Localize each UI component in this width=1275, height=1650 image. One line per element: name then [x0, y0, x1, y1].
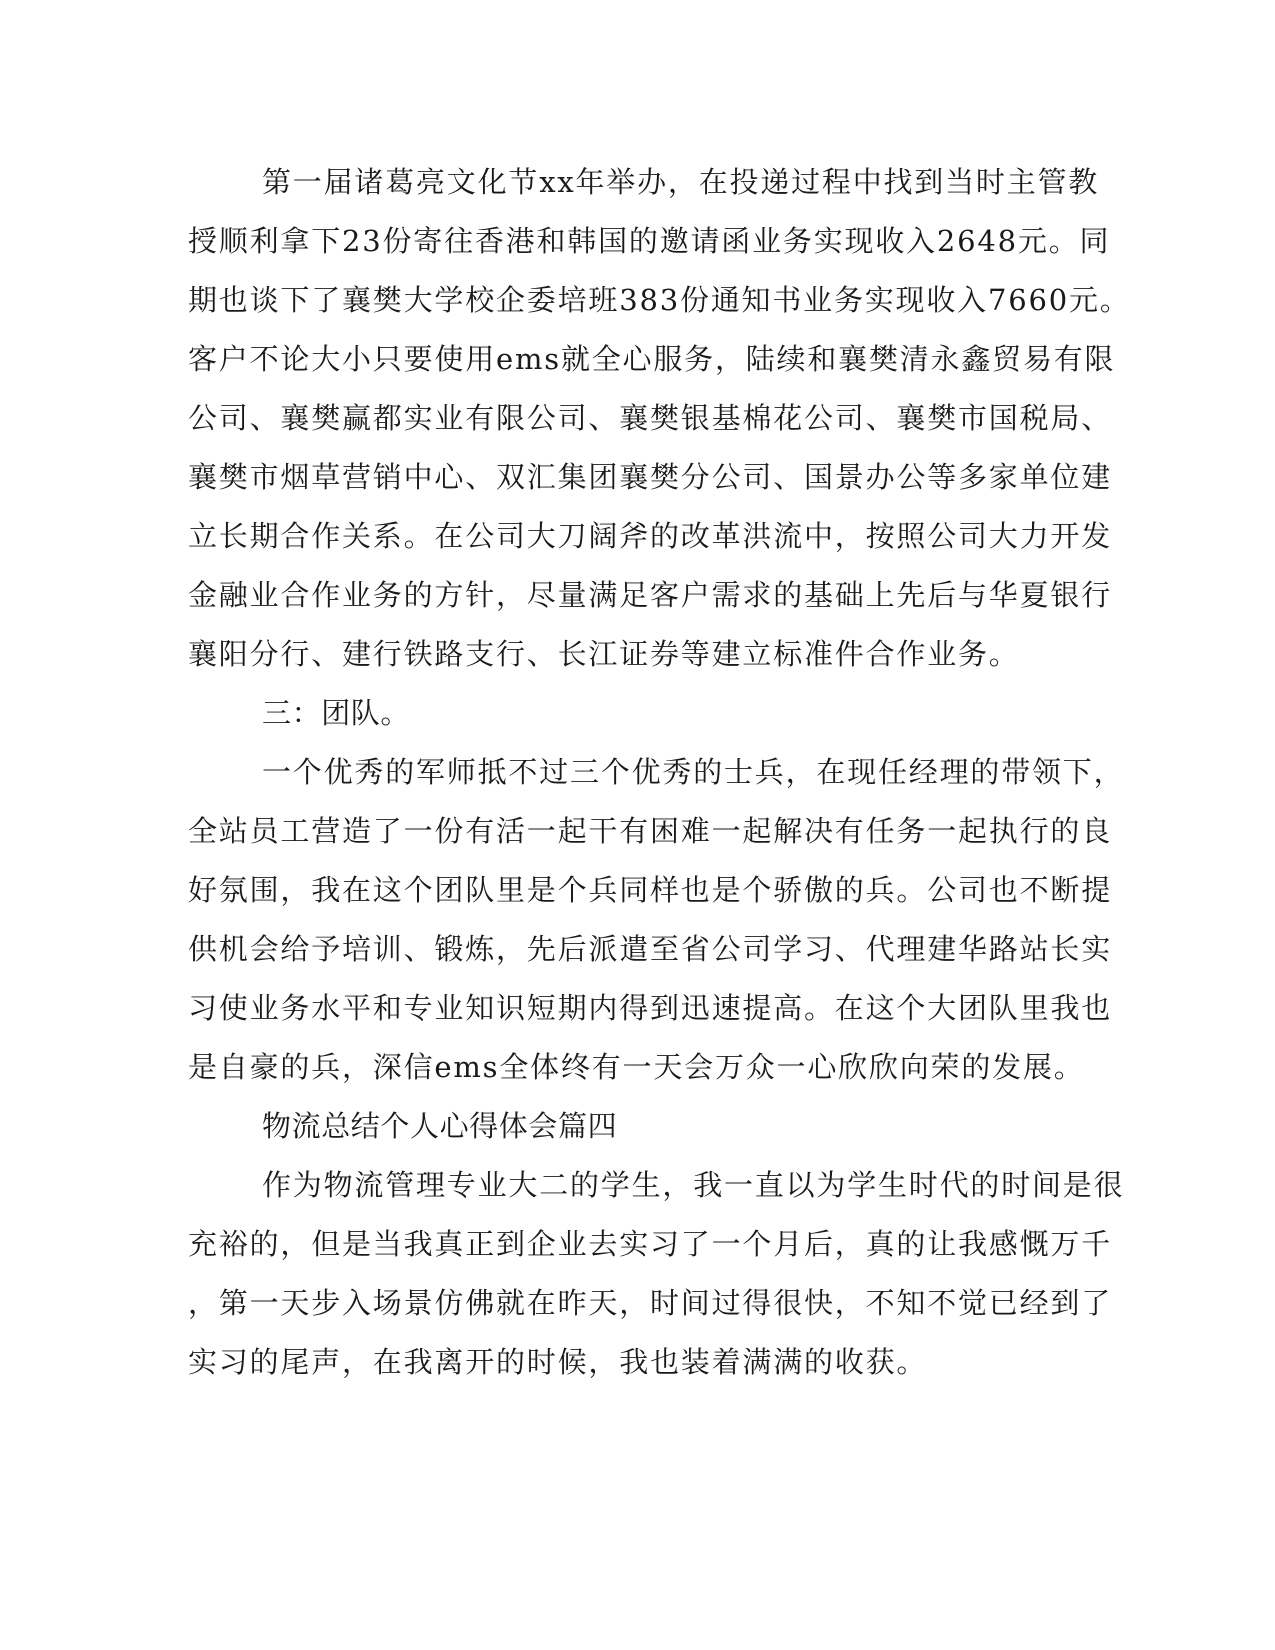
paragraph-1-line-8: 金融业合作业务的方针，尽量满足客户需求的基础上先后与华夏银行	[188, 578, 1113, 612]
paragraph-2-line-5: 习使业务水平和专业知识短期内得到迅速提高。在这个大团队里我也	[188, 991, 1113, 1025]
paragraph-3-line-1: 作为物流管理专业大二的学生，我一直以为学生时代的时间是很	[262, 1168, 1125, 1202]
paragraph-3-line-4: 实习的尾声，在我离开的时候，我也装着满满的收获。	[188, 1345, 928, 1379]
paragraph-2-line-3: 好氛围，我在这个团队里是个兵同样也是个骄傲的兵。公司也不断提	[188, 873, 1113, 907]
paragraph-2-line-6: 是自豪的兵，深信ems全体终有一天会万众一心欣欣向荣的发展。	[188, 1050, 1085, 1084]
paragraph-1-line-5: 公司、襄樊赢都实业有限公司、襄樊银基棉花公司、襄樊市国税局、	[188, 401, 1113, 435]
paragraph-1-line-6: 襄樊市烟草营销中心、双汇集团襄樊分公司、国景办公等多家单位建	[188, 460, 1113, 494]
paragraph-2-line-2: 全站员工营造了一份有活一起干有困难一起解决有任务一起执行的良	[188, 814, 1113, 848]
paragraph-1-line-9: 襄阳分行、建行铁路支行、长江证券等建立标准件合作业务。	[188, 637, 1020, 671]
paragraph-1-line-4: 客户不论大小只要使用ems就全心服务，陆续和襄樊清永鑫贸易有限	[188, 342, 1116, 376]
paragraph-1-line-7: 立长期合作关系。在公司大刀阔斧的改革洪流中，按照公司大力开发	[188, 519, 1113, 553]
paragraph-3-line-3: ，第一天步入场景仿佛就在昨天，时间过得很快，不知不觉已经到了	[188, 1286, 1113, 1320]
section-heading-team: 三：团队。	[262, 696, 411, 730]
paragraph-1-line-2: 授顺利拿下23份寄往香港和韩国的邀请函业务实现收入2648元。同	[188, 224, 1111, 258]
section-heading-part-four: 物流总结个人心得体会篇四	[262, 1109, 618, 1143]
paragraph-2-line-4: 供机会给予培训、锻炼，先后派遣至省公司学习、代理建华路站长实	[188, 932, 1113, 966]
paragraph-1-line-1: 第一届诸葛亮文化节xx年举办，在投递过程中找到当时主管教	[262, 165, 1100, 199]
paragraph-2-line-1: 一个优秀的军师抵不过三个优秀的士兵，在现任经理的带领下，	[262, 755, 1125, 789]
paragraph-3-line-2: 充裕的，但是当我真正到企业去实习了一个月后，真的让我感慨万千	[188, 1227, 1113, 1261]
paragraph-1-line-3: 期也谈下了襄樊大学校企委培班383份通知书业务实现收入7660元。	[188, 283, 1131, 317]
